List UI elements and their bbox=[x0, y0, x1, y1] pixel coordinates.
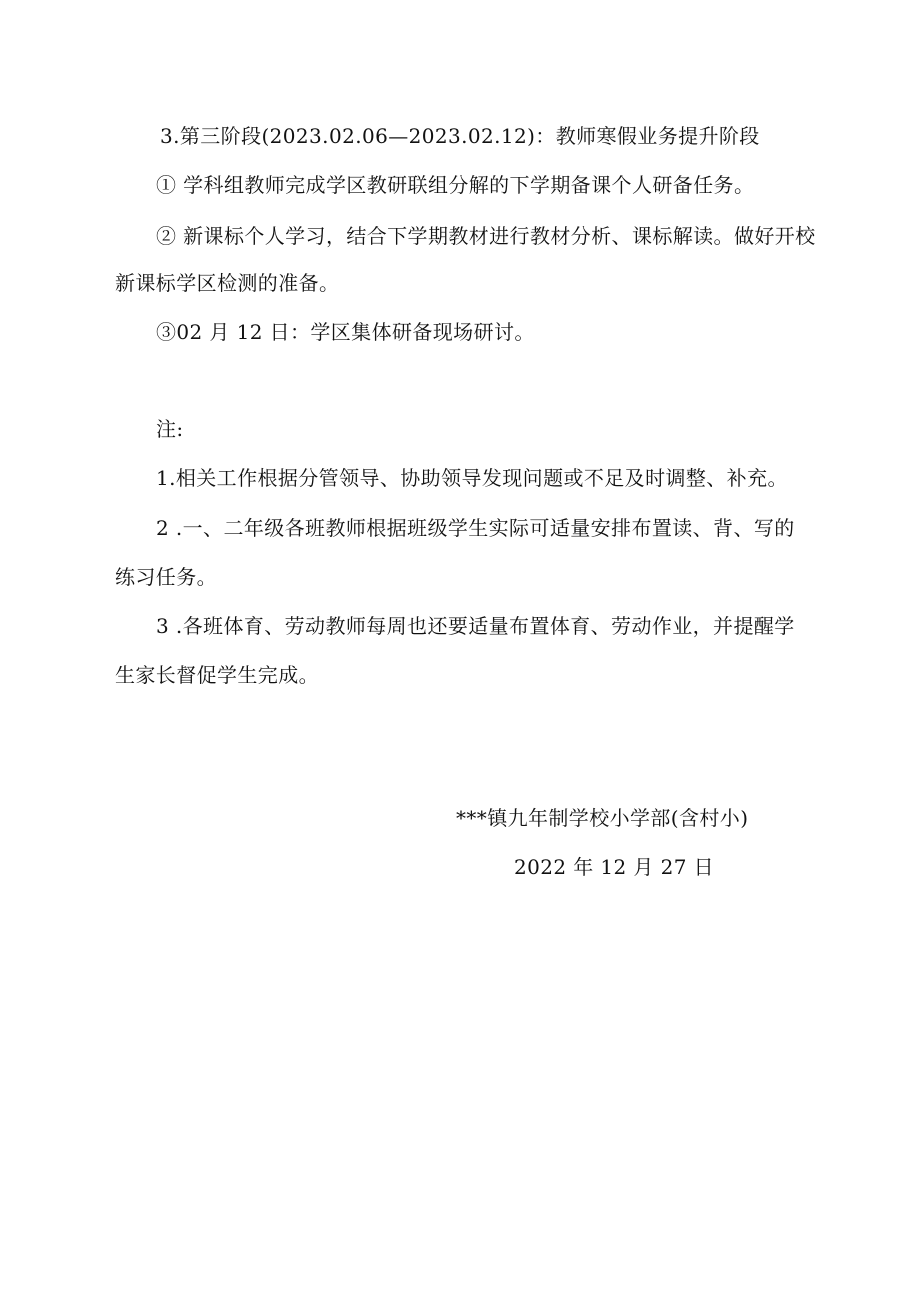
phase3-item-2-line-2: 新课标学区检测的准备。 bbox=[115, 271, 340, 295]
phase3-item-2-line-1: ② 新课标个人学习，结合下学期教材进行教材分析、课标解读。做好开校 bbox=[156, 224, 816, 248]
note-2-line-1: 2 .一、二年级各班教师根据班级学生实际可适量安排布置读、背、写的 bbox=[156, 516, 795, 540]
note-2-line-2: 练习任务。 bbox=[115, 565, 217, 589]
note-3-line-2: 生家长督促学生完成。 bbox=[115, 663, 319, 687]
note-3-line-1: 3 .各班体育、劳动教师每周也还要适量布置体育、劳动作业，并提醒学 bbox=[156, 614, 795, 638]
signature-date: 2022 年 12 月 27 日 bbox=[514, 855, 714, 879]
note-1: 1.相关工作根据分管领导、协助领导发现问题或不足及时调整、补充。 bbox=[156, 466, 788, 490]
notes-label: 注: bbox=[156, 417, 184, 441]
phase3-heading: 3.第三阶段(2023.02.06—2023.02.12)：教师寒假业务提升阶段 bbox=[160, 124, 760, 148]
signature-org: ***镇九年制学校小学部(含村小) bbox=[456, 806, 749, 830]
phase3-item-1: ① 学科组教师完成学区教研联组分解的下学期备课个人研备任务。 bbox=[156, 173, 755, 197]
phase3-item-3: ③02 月 12 日：学区集体研备现场研讨。 bbox=[156, 320, 535, 344]
